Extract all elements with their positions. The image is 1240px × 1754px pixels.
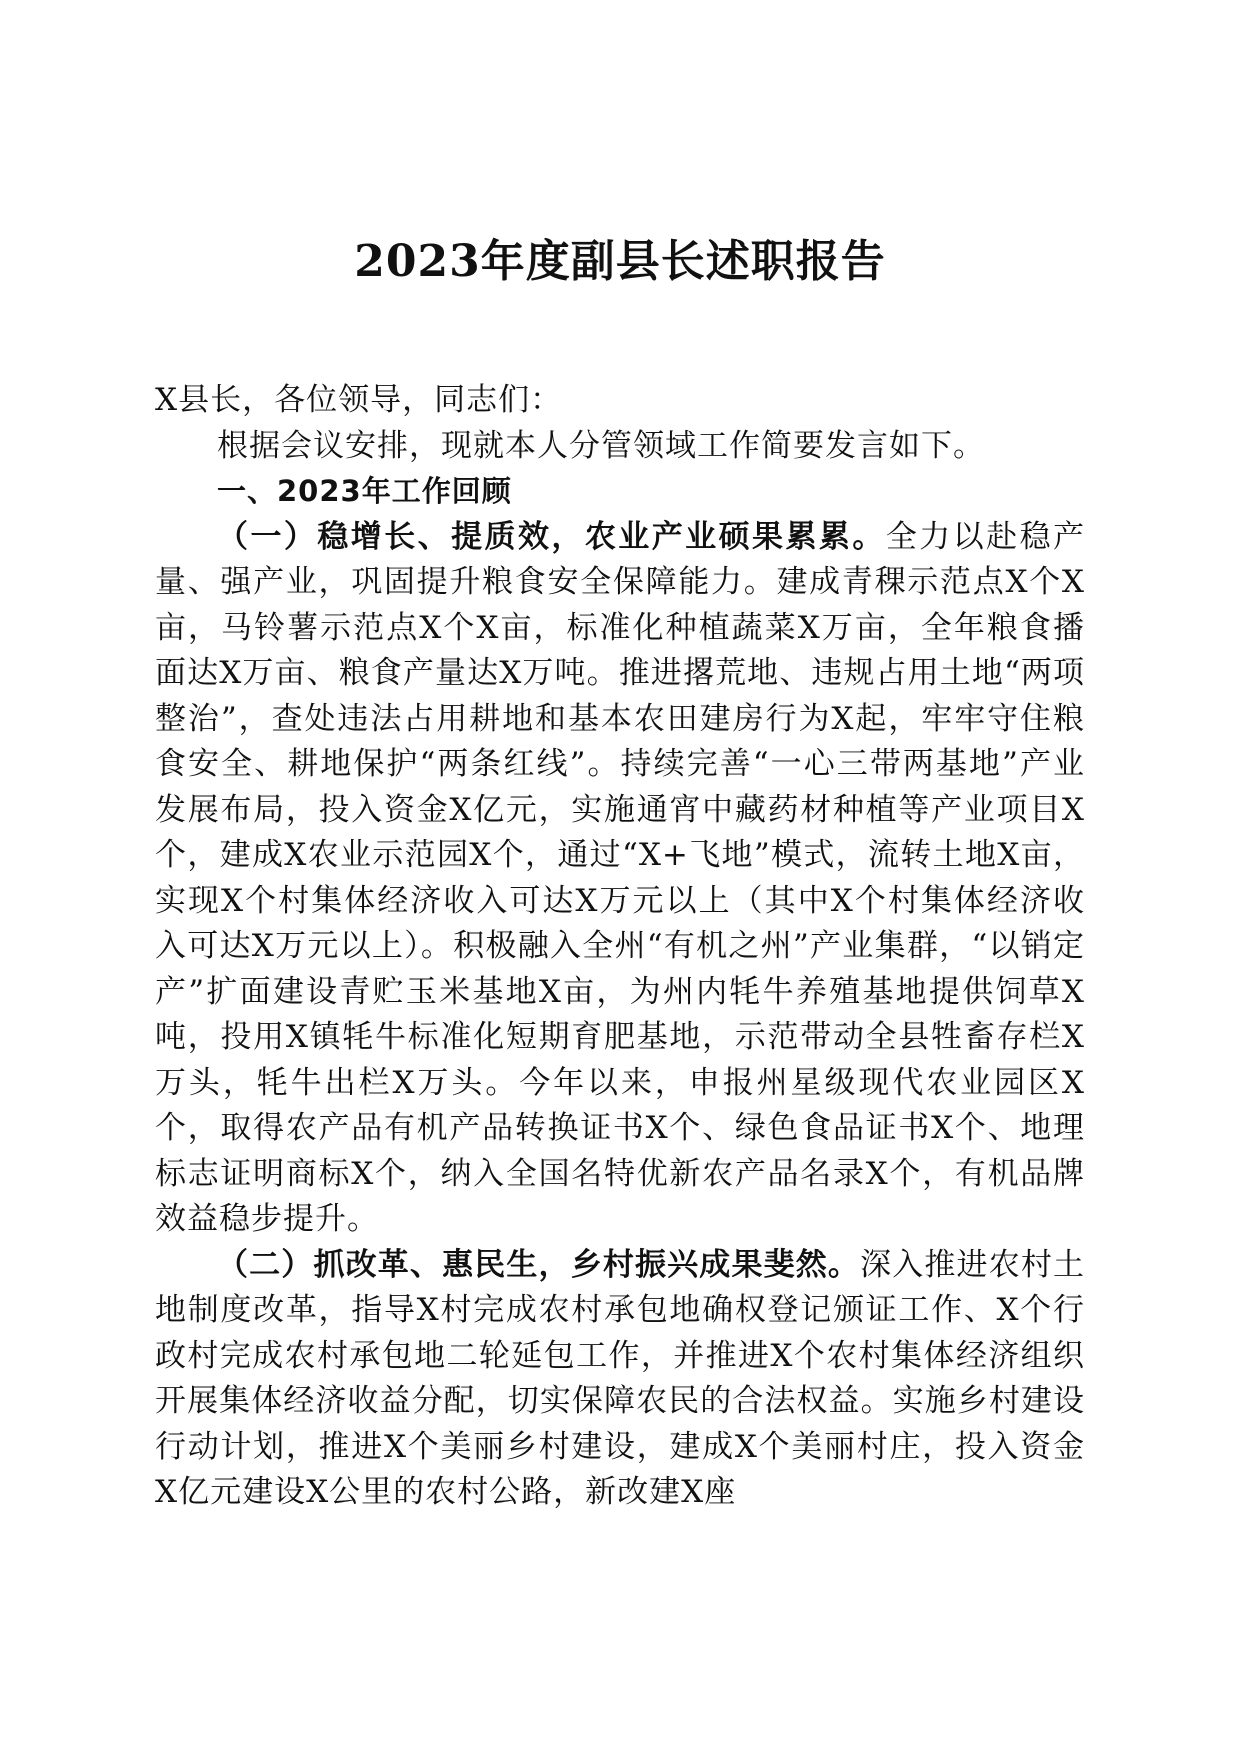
paragraph-body: 全力以赴稳产量、强产业，巩固提升粮食安全保障能力。建成青稞示范点X个X亩，马铃薯示范点X个X亩，标准化种植蔬菜X万亩，全年粮食播面达X万亩、粮食产量达X万吨。推进撂荒地、违规占用土地“两项整治”，查处违法占用耕地和基本农田建房行为X起，牢牢守住粮食安全、耕地保护“两条红线”。持续完善“一心三带两基地”产业发展布局，投入资金X亿元，实施通宵中藏药材种植等产业项目X个，建成X农业示范园X个，通过“X+飞地”模式，流转土地X亩，实现X个村集体经济收入可达X万元以上（其中X个村集体经济收入可达X万元以上）。积极融入全州“有机之州”产业集群，“以销定产”扩面建设青贮玉米基地X亩，为州内牦牛养殖基地提供饲草X吨，投用X镇牦牛标准化短期育肥基地，示范带动全县牲畜存栏X万头，牦牛出栏X万头。今年以来，申报州星级现代农业园区X个，取得农产品有机产品转换证书X个、绿色食品证书X个、地理标志证明商标X个，纳入全国名特优新农产品名录X个，有机品牌效益稳步提升。 [155, 518, 1086, 1237]
document-title: 2023年度副县长述职报告 [354, 236, 886, 287]
paragraph-body: 深入推进农村土地制度改革，指导X村完成农村承包地确权登记颁证工作、X个行政村完成农村承包地二轮延包工作，并推进X个农村集体经济组织开展集体经济收益分配，切实保障农民的合法权益。实施乡村建设行动计划，推进X个美丽乡村建设，建成X个美丽村庄，投入资金X亿元建设X公里的农村公路，新改建X座 [155, 1246, 1086, 1510]
paragraph-agriculture [155, 515, 1085, 1243]
intro-paragraph: 根据会议安排，现就本人分管领域工作简要发言如下。 [217, 427, 985, 464]
document-body [155, 378, 1085, 1516]
paragraph-rural-revitalization [155, 1243, 1085, 1516]
paragraph-lead: （一）稳增长、提质效，农业产业硕果累累。 [217, 518, 886, 555]
paragraph-lead: （二）抓改革、惠民生，乡村振兴成果斐然。 [217, 1246, 861, 1283]
salutation: X县长，各位领导，同志们： [155, 382, 563, 418]
section-heading: 一、2023年工作回顾 [217, 474, 512, 508]
